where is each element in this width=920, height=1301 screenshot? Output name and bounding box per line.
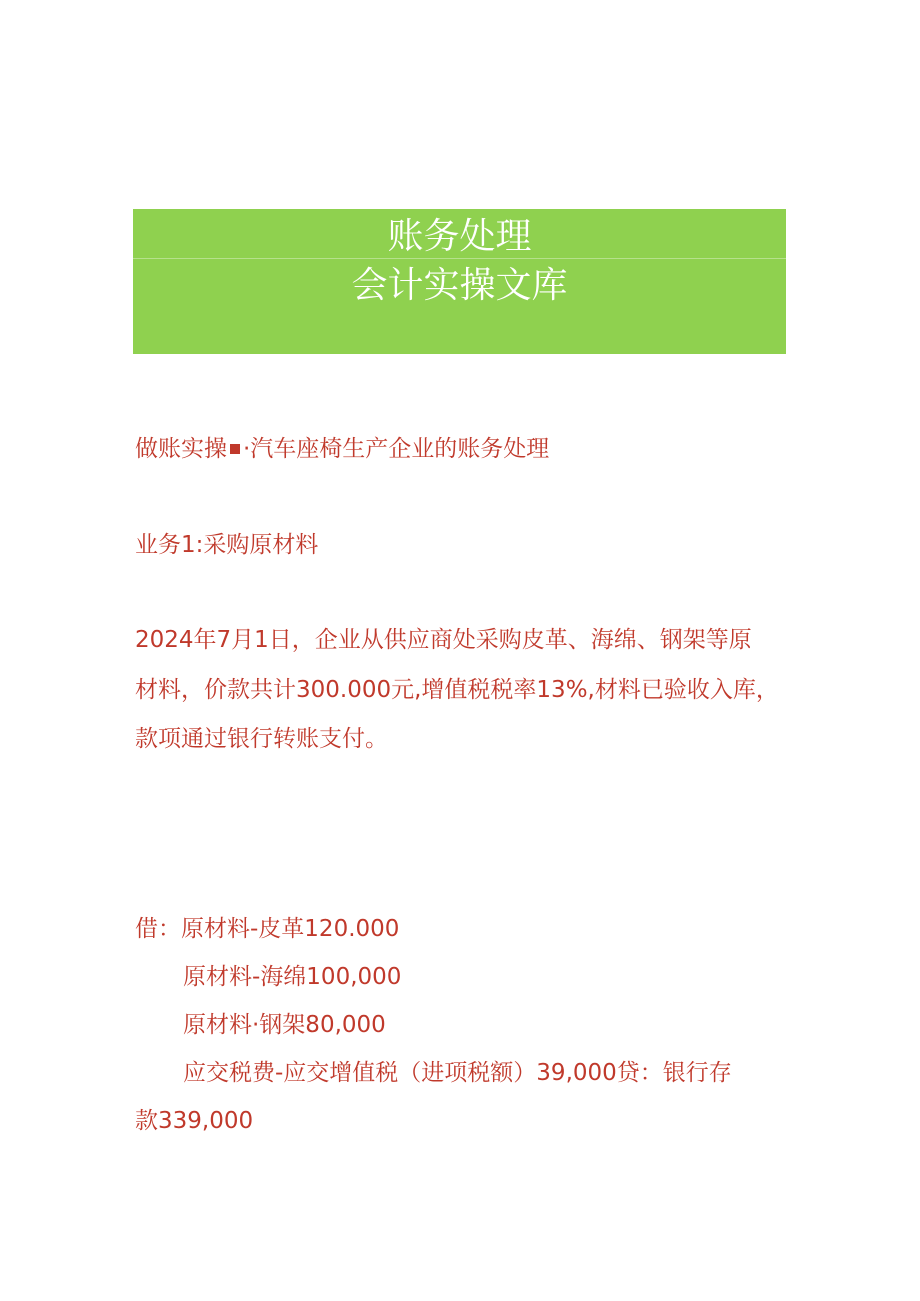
journal-entry-debit-steel: 原材料·钢架80,000 xyxy=(183,1012,386,1038)
banner-divider xyxy=(133,258,786,259)
journal-entry-credit-amount: 款339,000 xyxy=(135,1108,254,1134)
description-line-1: 2024年7月1日，企业从供应商处采购皮革、海绵、钢架等原 xyxy=(135,627,752,653)
heading-suffix: ·汽车座椅生产企业的账务处理 xyxy=(243,436,550,462)
heading-prefix: 做账实操 xyxy=(135,436,227,462)
journal-entry-debit-sponge: 原材料-海绵100,000 xyxy=(183,964,402,990)
banner-title: 账务处理 xyxy=(387,216,532,257)
description-line-2: 材料，价款共计300.000元,增值税税率13%,材料已验收入库， xyxy=(135,677,779,703)
description-line-3: 款项通过银行转账支付。 xyxy=(135,726,388,752)
document-heading xyxy=(135,434,549,464)
square-bullet-icon xyxy=(230,444,240,454)
journal-entry-debit-tax-credit-bank: 应交税费-应交增值税（进项税额）39,000贷：银行存 xyxy=(183,1060,732,1086)
business-title: 业务1:采购原材料 xyxy=(135,532,319,558)
journal-entry-debit-leather: 借：原材料-皮革120.000 xyxy=(135,916,400,942)
banner-subtitle: 会计实操文库 xyxy=(351,265,568,306)
title-banner xyxy=(133,209,786,354)
